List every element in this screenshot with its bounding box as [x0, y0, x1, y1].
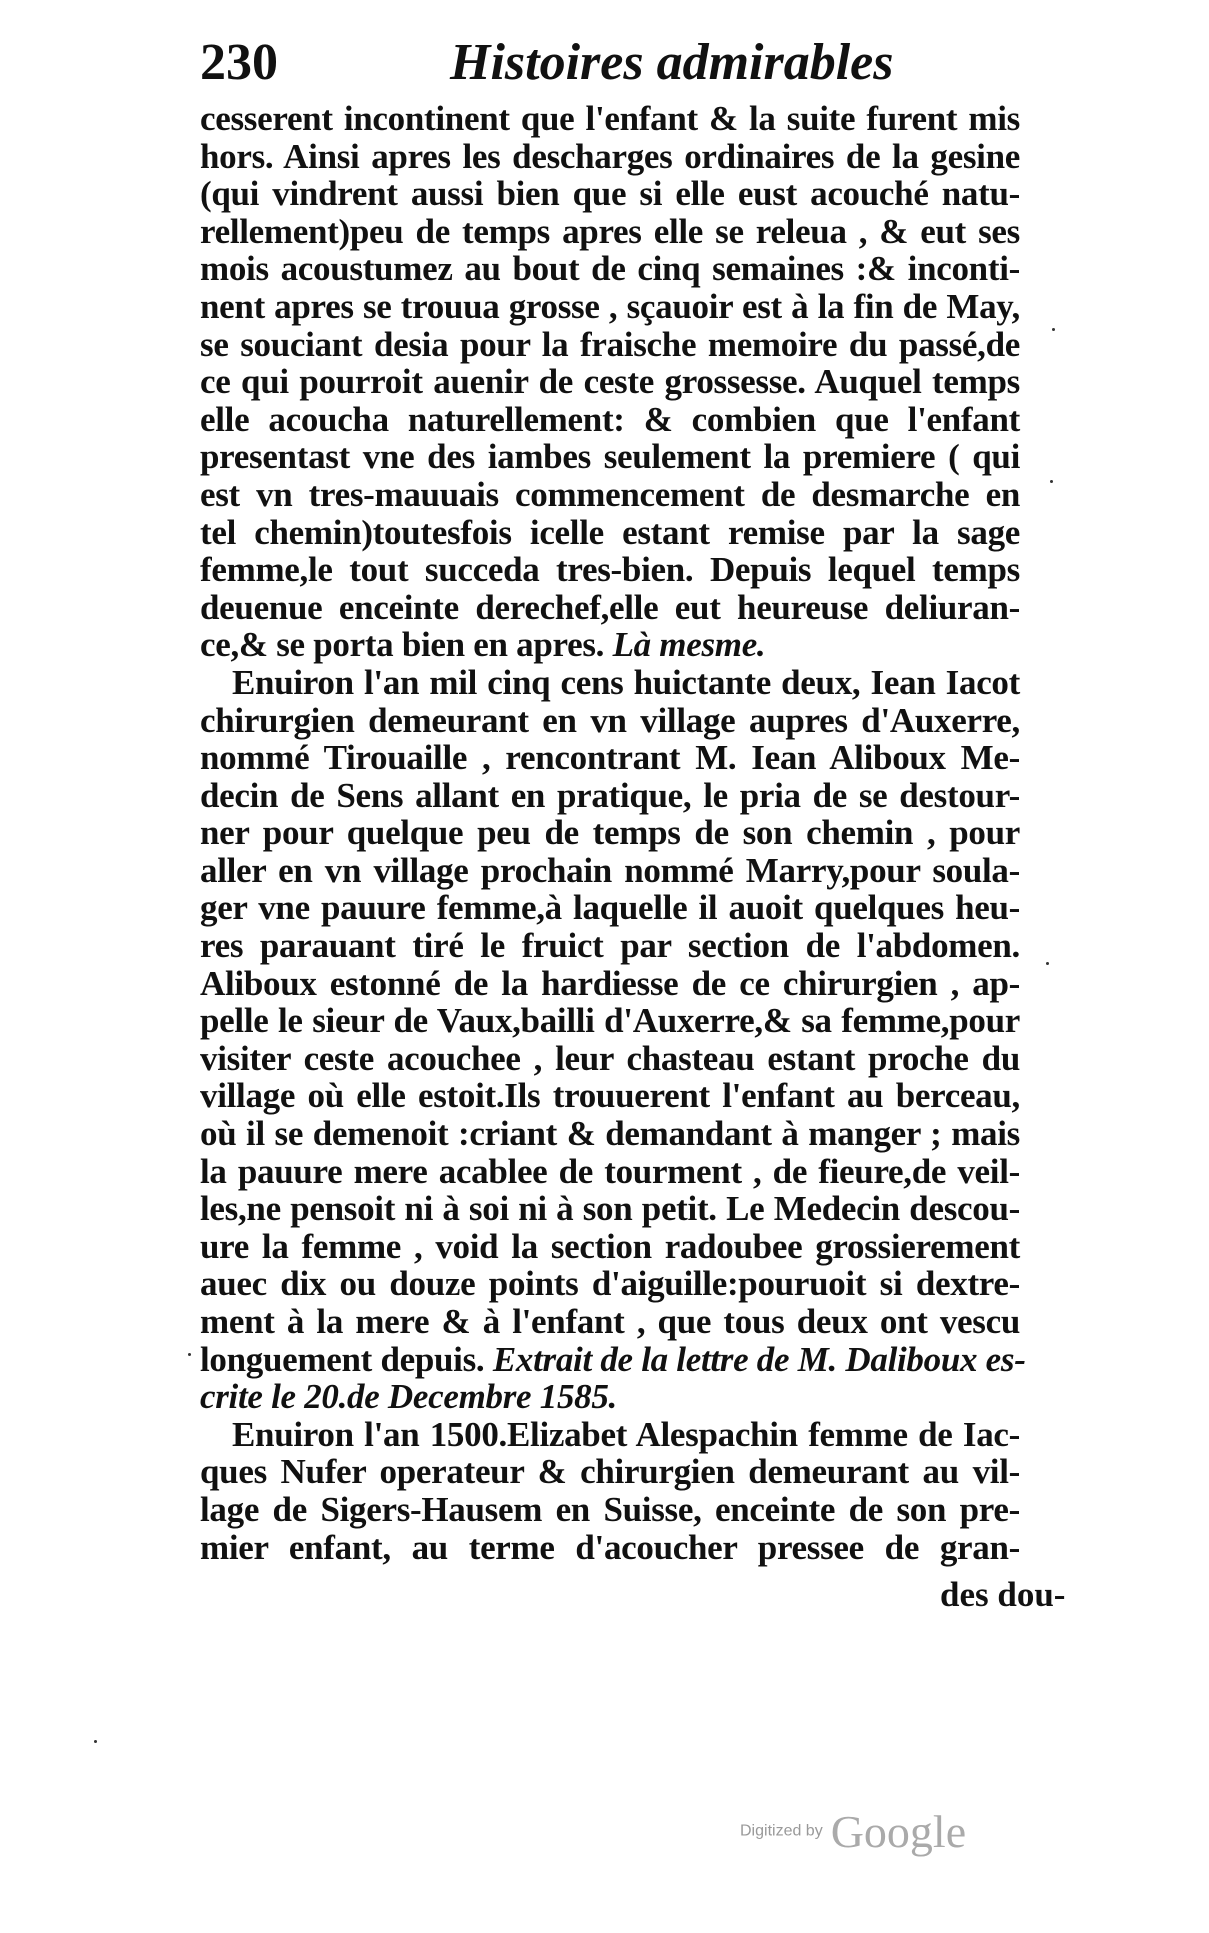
print-speck [1050, 480, 1053, 483]
line-text: ques Nufer operateur & chirurgien demeurant au vil- [200, 1452, 1020, 1492]
line-text: où il se demenoit :criant & demandant à manger ; mais [200, 1114, 1020, 1154]
text-line [200, 1228, 1020, 1266]
text-line [200, 1115, 1020, 1153]
line-text: hors. Ainsi apres les descharges ordinaires de la gesine [200, 136, 1020, 176]
text-line [200, 1491, 1020, 1529]
line-text: nent apres se trouua grosse , sçauoir est à la fin de May, [200, 286, 1020, 326]
text-line [200, 1190, 1020, 1228]
line-text: deuenue enceinte derechef,elle eut heureuse deliuran- [200, 587, 1020, 627]
line-text: ce,& se porta bien en apres. [200, 625, 605, 665]
print-speck [188, 1353, 191, 1356]
text-line [200, 1077, 1020, 1115]
line-text: (qui vindrent aussi bien que si elle eust acouché natu- [200, 174, 1020, 214]
text-line [200, 138, 1020, 176]
digitized-by-label: Digitized by [740, 1822, 823, 1840]
google-logo: Google [830, 1806, 967, 1857]
text-line [200, 551, 1020, 589]
text-line [200, 852, 1020, 890]
line-text: nommé Tirouaille , rencontrant M. Iean Aliboux Me- [200, 738, 1020, 778]
text-line [200, 889, 1020, 927]
line-text: est vn tres-mauuais commencement de desmarche en [200, 474, 1020, 514]
catchword: des dou- [940, 1575, 1066, 1614]
text-line [200, 814, 1020, 852]
text-line [200, 326, 1020, 364]
text-line [200, 1040, 1020, 1078]
text-line [200, 1153, 1020, 1191]
line-text: decin de Sens allant en pratique, le pria de se destour- [200, 775, 1020, 815]
text-line [200, 476, 1020, 514]
running-title: Histoires admirables [450, 34, 894, 91]
line-text: auec dix ou douze points d'aiguille:pouruoit si dextre- [200, 1264, 1020, 1304]
line-text: ure la femme , void la section radoubee grossierement [200, 1226, 1020, 1266]
text-line [200, 1416, 1020, 1454]
text-line [200, 401, 1020, 439]
line-text: elle acoucha naturellement: & combien que l'enfant [200, 399, 1020, 439]
text-line [200, 965, 1020, 1003]
line-text: Aliboux estonné de la hardiesse de ce chirurgien , ap- [200, 963, 1020, 1003]
line-text: ner pour quelque peu de temps de son chemin , pour [200, 813, 1020, 853]
line-text: pelle le sieur de Vaux,bailli d'Auxerre,& sa femme,pour [200, 1001, 1020, 1041]
line-text: res parauant tiré le fruict par section de l'abdomen. [200, 926, 1020, 966]
text-line [200, 1453, 1020, 1491]
text-line [200, 363, 1020, 401]
line-text: ment à la mere & à l'enfant , que tous deux ont vescu [200, 1302, 1020, 1341]
text-line [200, 1303, 1020, 1341]
text-line [200, 1529, 1020, 1567]
line-text: ce qui pourroit auenir de ceste grossesse. Auquel temps [200, 362, 1020, 402]
line-text: mier enfant, au terme d'acoucher pressee de gran- [200, 1527, 1020, 1567]
running-head [200, 28, 1000, 98]
text-line [200, 438, 1020, 476]
body-text [200, 99, 1026, 1567]
text-line [200, 1002, 1020, 1040]
line-text: la pauure mere acablee de tourment , de fieure,de veil- [200, 1151, 1020, 1191]
text-line [200, 288, 1020, 326]
line-text: les,ne pensoit ni à soi ni à son petit. Le Medecin descou- [200, 1189, 1020, 1229]
text-line [200, 213, 1020, 251]
line-text: lage de Sigers-Hausem en Suisse, enceinte de son pre- [200, 1489, 1020, 1529]
print-speck [1046, 962, 1049, 965]
line-text: village où elle estoit.Ils trouuerent l'enfant au berceau, [200, 1076, 1020, 1116]
line-text: femme,le tout succeda tres-bien. Depuis lequel temps [200, 550, 1020, 590]
line-text: chirurgien demeurant en vn village aupres d'Auxerre, [200, 700, 1020, 740]
text-line [200, 1378, 1020, 1416]
line-text: mois acoustumez au bout de cinq semaines :& inconti- [200, 249, 1020, 289]
text-line [200, 777, 1020, 815]
line-text: rellement)peu de temps apres elle se releua , & eut ses [200, 211, 1020, 251]
text-line [200, 739, 1020, 777]
text-line [200, 100, 1020, 138]
print-speck [94, 1740, 97, 1743]
line-text: se souciant desia pour la fraische memoire du passé,de [200, 324, 1020, 364]
line-text: longuement depuis. [200, 1339, 485, 1379]
digitized-by-google-watermark [740, 1805, 966, 1865]
text-line [200, 702, 1020, 740]
line-text: aller en vn village prochain nommé Marry,pour soula- [200, 850, 1020, 890]
text-line [200, 664, 1020, 702]
text-line [200, 1339, 1026, 1379]
text-line [200, 589, 1020, 627]
text-line [200, 175, 1020, 213]
line-text: tel chemin)toutesfois icelle estant remise par la sage [200, 512, 1020, 552]
citation-italic: Extrait de la lettre de M. Daliboux es- [492, 1339, 1026, 1379]
line-text: presentast vne des iambes seulement la premiere ( qui [200, 437, 1020, 477]
line-text: cesserent incontinent que l'enfant & la suite furent mis [200, 99, 1020, 138]
text-line [200, 250, 1020, 288]
line-text: Enuiron l'an 1500.Elizabet Alespachin femme de Iac- [232, 1414, 1020, 1454]
line-text: ger vne pauure femme,à laquelle il auoit quelques heu- [200, 888, 1020, 928]
text-line [200, 626, 1020, 664]
line-text: visiter ceste acouchee , leur chasteau estant proche du [200, 1038, 1020, 1078]
page-number: 230 [200, 34, 278, 91]
print-speck [1052, 328, 1055, 331]
text-line [200, 1265, 1020, 1303]
citation-italic: crite le 20.de Decembre 1585. [200, 1377, 617, 1417]
text-line [200, 927, 1020, 965]
text-line [200, 514, 1020, 552]
citation-italic: Là mesme. [612, 625, 766, 665]
line-text: Enuiron l'an mil cinq cens huictante deux, Iean Iacot [232, 662, 1020, 702]
